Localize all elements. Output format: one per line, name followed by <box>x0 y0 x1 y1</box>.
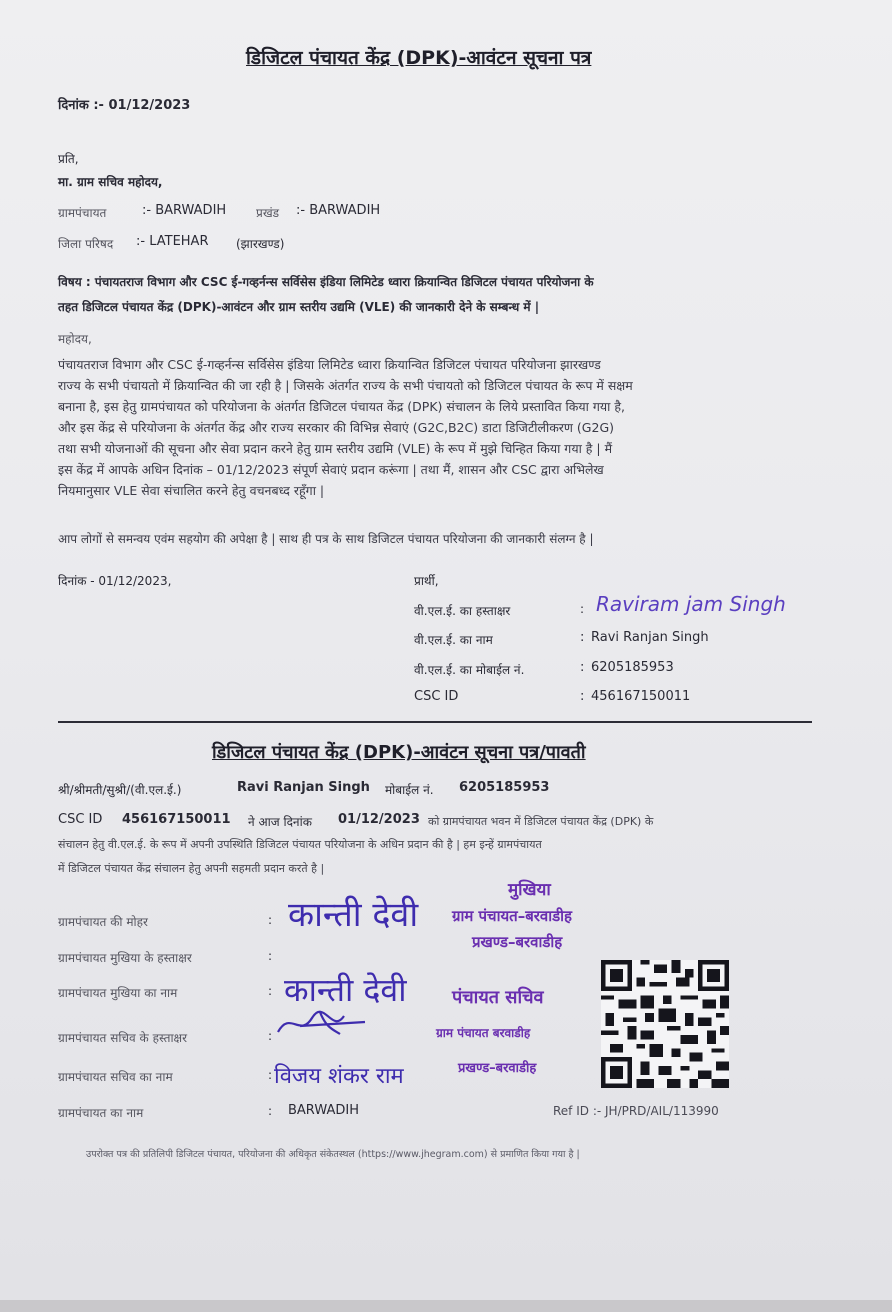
footer-note: उपरोक्त पत्र की प्रतिलिपी डिजिटल पंचायत, परियोजना की अधिकृत संकेतस्थल (https://www.jhegram.com) से प्रमाणित किया गया है | <box>86 1149 580 1160</box>
ref-id: Ref ID :- JH/PRD/AIL/113990 <box>553 1104 719 1118</box>
receipt-text: में डिजिटल पंचायत केंद्र संचालन हेतु अपनी सहमती प्रदान करते है | <box>58 862 325 875</box>
separator: : <box>268 1104 273 1118</box>
receipt-mobile: 6205185953 <box>459 780 550 795</box>
zila-value: :- LATEHAR <box>136 234 209 249</box>
body-line: पंचायतराज विभाग और CSC ई-गव्हर्नन्स सर्विसेस इंडिया लिमिटेड ध्वारा क्रियान्वित डिजिटल पंचायत परियोजना झारखण्ड <box>58 357 601 372</box>
vle-mobile: 6205185953 <box>591 660 674 675</box>
prati-text: प्रति, <box>58 152 79 166</box>
gram-label: ग्रामपंचायत <box>58 206 107 220</box>
separator: : <box>268 913 273 927</box>
section-divider <box>58 721 812 723</box>
mukhiya-stamp-line: प्रखण्ड–बरवाडीह <box>472 933 563 951</box>
vle-signature: Raviram jam Singh <box>596 592 786 616</box>
secretary-signature-label: ग्रामपंचायत सचिव के हस्ताक्षर <box>58 1031 188 1045</box>
qr-code <box>600 960 730 1088</box>
secretary-stamp-title: पंचायत सचिव <box>452 987 544 1008</box>
body-line: बनाना है, इस हेतु ग्रामपंचायत को परियोजना के अंतर्गत डिजिटल पंचायत केंद्र (DPK) संचालन के लिये प्रस्तावित किया गया है, <box>58 399 625 414</box>
gram-value: :- BARWADIH <box>142 203 227 218</box>
separator: : <box>268 984 273 998</box>
separator: : <box>580 689 585 704</box>
mukhiya-signature-label: ग्रामपंचायत मुखिया के हस्ताक्षर <box>58 951 192 965</box>
mukhiya-stamp-title: मुखिया <box>508 880 551 900</box>
vle-signature-label: वी.एल.ई. का हस्ताक्षर <box>414 604 511 618</box>
csc-id-label: CSC ID <box>414 689 459 704</box>
salutation: महोदय, <box>58 332 92 346</box>
secretary-stamp-line: ग्राम पंचायत बरवाडीह <box>436 1026 531 1040</box>
gp-name-label: ग्रामपंचायत का नाम <box>58 1106 144 1120</box>
addressee: मा. ग्राम सचिव महोदय, <box>58 175 163 189</box>
mukhiya-handwritten-signature: कान्ती देवी <box>288 895 419 935</box>
subject-line-1: विषय : पंचायतराज विभाग और CSC ई-गव्हर्नन्स सर्विसेस इंडिया लिमिटेड ध्वारा क्रियान्वित डिजिटल पंचायत परियोजना के <box>58 275 594 289</box>
body-paragraph <box>58 354 633 501</box>
receipt-name-prefix: श्री/श्रीमती/सुश्री/(वी.एल.ई.) <box>58 783 182 797</box>
receipt-mobile-label: मोबाईल नं. <box>385 783 434 797</box>
separator: : <box>580 630 585 645</box>
body-line: नियमानुसार VLE सेवा संचालित करने हेतु वचनबध्द रहूँगा | <box>58 483 325 498</box>
secretary-stamp-line: प्रखण्ड–बरवाडीह <box>458 1061 537 1076</box>
date-line: दिनांक :- 01/12/2023 <box>58 98 191 113</box>
gp-name-value: BARWADIH <box>288 1103 359 1118</box>
secretary-signature-scribble <box>270 1004 380 1044</box>
receipt-title: डिजिटल पंचायत केंद्र (DPK)-आवंटन सूचना पत्र/पावती <box>212 742 586 763</box>
mukhiya-name-label: ग्रामपंचायत मुखिया का नाम <box>58 986 178 1000</box>
zila-label: जिला परिषद <box>58 237 114 251</box>
zila-state: (झारखण्ड) <box>236 237 285 251</box>
body-line: राज्य के सभी पंचायतो में क्रियान्वित की जा रही है | जिसके अंतर्गत राज्य के सभी पंचायतो को डिजिटल पंचायत के रूप में सक्षम <box>58 378 633 393</box>
prakhand-label: प्रखंड <box>256 206 280 220</box>
prakhand-value: :- BARWADIH <box>296 203 381 218</box>
separator: : <box>268 1068 273 1082</box>
mukhiya-handwritten-name: कान्ती देवी <box>284 971 407 1009</box>
cooperation-line: आप लोगों से समन्वय एवंम सहयोग की अपेक्षा है | साथ ही पत्र के साथ डिजिटल पंचायत परियोजना की जानकारी संलग्न है | <box>58 532 594 546</box>
separator: : <box>580 602 585 616</box>
secretary-handwritten-name: विजय शंकर राम <box>274 1064 404 1089</box>
vle-name: Ravi Ranjan Singh <box>591 630 709 645</box>
csc-id-value: 456167150011 <box>591 689 691 704</box>
body-line: इस केंद्र में आपके अधिन दिनांक – 01/12/2023 संपूर्ण सेवाएं प्रदान करूंगा | तथा मैं, शासन और CSC द्वारा अभिलेख <box>58 462 604 477</box>
subject-line-2: तहत डिजिटल पंचायत केंद्र (DPK)-आवंटन और ग्राम स्तरीय उद्यमि (VLE) की जानकारी देने के सम्बन्ध में | <box>58 300 540 314</box>
secretary-name-label: ग्रामपंचायत सचिव का नाम <box>58 1070 173 1084</box>
body-line: और इस केंद्र से परियोजना के अंतर्गत केंद्र और राज्य सरकार की विभिन्न सेवाएं (G2C,B2C) डाटा डिजिटीलीकरण (G2G) <box>58 420 615 435</box>
receipt-text: संचालन हेतु वी.एल.ई. के रूप में अपनी उपस्थिति डिजिटल पंचायत परियोजना के अधिन प्रदान की है | हम इन्हें ग्रामपंचायत <box>58 838 542 851</box>
receipt-csc-id: 456167150011 <box>122 812 231 827</box>
separator: : <box>268 1029 273 1043</box>
prarthi-text: प्रार्थी, <box>414 574 439 588</box>
separator: : <box>268 949 273 963</box>
body-line: तथा सभी योजनाओं की सूचना और सेवा प्रदान करने हेतु ग्राम स्तरीय उद्यमि (VLE) के रूप में मुझे चिन्हित किया गया है | मैं <box>58 441 613 456</box>
receipt-text: ने आज दिनांक <box>248 815 312 829</box>
receipt-vle-name: Ravi Ranjan Singh <box>237 780 370 795</box>
receipt-csc-label: CSC ID <box>58 812 103 827</box>
page-title: डिजिटल पंचायत केंद्र (DPK)-आवंटन सूचना पत्र <box>246 47 592 69</box>
vle-mobile-label: वी.एल.ई. का मोबाईल नं. <box>414 663 525 677</box>
separator: : <box>580 660 585 675</box>
applicant-date: दिनांक - 01/12/2023, <box>58 574 172 588</box>
vle-name-label: वी.एल.ई. का नाम <box>414 633 493 647</box>
mukhiya-stamp-line: ग्राम पंचायत–बरवाडीह <box>452 907 573 925</box>
receipt-text: को ग्रामपंचायत भवन में डिजिटल पंचायत केंद्र (DPK) के <box>428 815 654 828</box>
receipt-date: 01/12/2023 <box>338 812 420 827</box>
gp-seal-label: ग्रामपंचायत की मोहर <box>58 915 148 929</box>
